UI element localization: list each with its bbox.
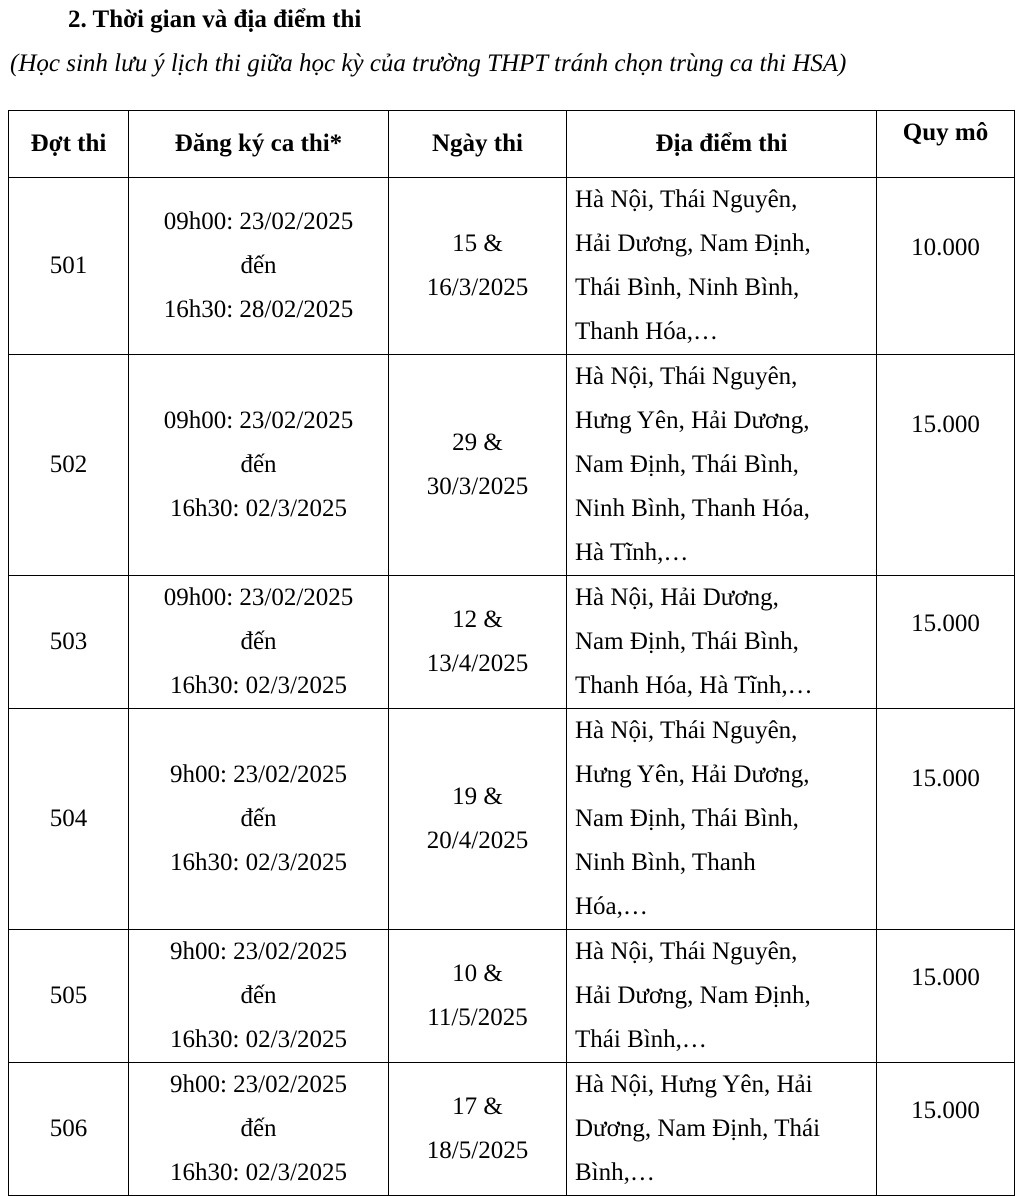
location-line: Nam Định, Thái Bình, (575, 628, 799, 655)
cell-registration (129, 1063, 389, 1196)
registration-line: 9h00: 23/02/2025 (169, 1071, 348, 1098)
location-line: Hà Nội, Hưng Yên, Hải (575, 1071, 813, 1098)
registration-line: 16h30: 02/3/2025 (169, 849, 348, 876)
registration-line: đến (240, 982, 277, 1009)
exam-date-line: 13/4/2025 (426, 650, 529, 677)
table-header-row (9, 111, 1015, 178)
location-line: Ninh Bình, Thanh (575, 849, 756, 876)
cell-registration (129, 930, 389, 1063)
cell-registration (129, 178, 389, 355)
registration-line: đến (240, 628, 277, 655)
cell-location (567, 355, 877, 576)
exam-date-line: 30/3/2025 (426, 473, 529, 500)
table-row (9, 709, 1015, 930)
section-note: (Học sinh lưu ý lịch thi giữa học kỳ của trường THPT tránh chọn trùng ca thi HSA) (10, 50, 847, 77)
cell-exam-date (389, 930, 567, 1063)
location-line: Hà Nội, Thái Nguyên, (575, 717, 798, 744)
cell-scale: 15.000 (877, 576, 1015, 709)
exam-date-line: 15 & (452, 230, 503, 257)
registration-line: đến (240, 805, 277, 832)
location-line: Hóa,… (575, 893, 648, 920)
cell-exam-date (389, 576, 567, 709)
cell-scale: 15.000 (877, 1063, 1015, 1196)
location-line: Hà Nội, Hải Dương, (575, 584, 779, 611)
exam-date-line: 10 & (452, 960, 503, 987)
exam-date-line: 19 & (452, 783, 503, 810)
cell-location (567, 178, 877, 355)
exam-schedule-table (8, 110, 1015, 1196)
cell-scale: 15.000 (877, 709, 1015, 930)
registration-line: 16h30: 02/3/2025 (169, 1026, 348, 1053)
registration-line: 16h30: 02/3/2025 (169, 1159, 348, 1186)
section-heading: 2. Thời gian và địa điểm thi (68, 6, 362, 33)
registration-line: 16h30: 02/3/2025 (169, 495, 348, 522)
cell-scale: 15.000 (877, 355, 1015, 576)
registration-line: 9h00: 23/02/2025 (169, 938, 348, 965)
cell-registration (129, 709, 389, 930)
cell-exam-date (389, 178, 567, 355)
registration-line: 16h30: 02/3/2025 (169, 672, 348, 699)
table-row (9, 178, 1015, 355)
location-line: Hà Nội, Thái Nguyên, (575, 186, 798, 213)
registration-line: 9h00: 23/02/2025 (169, 761, 348, 788)
registration-line: đến (240, 451, 277, 478)
cell-location (567, 930, 877, 1063)
cell-round: 506 (9, 1063, 129, 1196)
cell-registration (129, 355, 389, 576)
exam-date-line: 20/4/2025 (426, 827, 529, 854)
location-line: Hà Nội, Thái Nguyên, (575, 938, 798, 965)
cell-exam-date (389, 355, 567, 576)
table-row (9, 1063, 1015, 1196)
registration-line: 09h00: 23/02/2025 (163, 584, 354, 611)
exam-date-line: 16/3/2025 (426, 274, 529, 301)
location-line: Dương, Nam Định, Thái (575, 1115, 821, 1142)
location-line: Hưng Yên, Hải Dương, (575, 761, 810, 788)
cell-exam-date (389, 1063, 567, 1196)
cell-location (567, 1063, 877, 1196)
header-scale: Quy mô (877, 111, 1015, 178)
exam-date-line: 29 & (452, 429, 503, 456)
header-location: Địa điểm thi (567, 111, 877, 178)
location-line: Nam Định, Thái Bình, (575, 805, 799, 832)
location-line: Hưng Yên, Hải Dương, (575, 407, 810, 434)
header-round: Đợt thi (9, 111, 129, 178)
cell-registration (129, 576, 389, 709)
exam-date-line: 18/5/2025 (426, 1137, 529, 1164)
table-body (9, 178, 1015, 1196)
cell-round: 504 (9, 709, 129, 930)
cell-location (567, 709, 877, 930)
registration-line: đến (240, 1115, 277, 1142)
location-line: Hải Dương, Nam Định, (575, 982, 811, 1009)
registration-line: 16h30: 28/02/2025 (163, 296, 354, 323)
cell-round: 505 (9, 930, 129, 1063)
location-line: Hà Tĩnh,… (575, 539, 689, 566)
header-exam-date: Ngày thi (389, 111, 567, 178)
cell-exam-date (389, 709, 567, 930)
cell-scale: 10.000 (877, 178, 1015, 355)
table-row (9, 355, 1015, 576)
location-line: Hải Dương, Nam Định, (575, 230, 811, 257)
exam-date-line: 11/5/2025 (427, 1004, 528, 1031)
location-line: Ninh Bình, Thanh Hóa, (575, 495, 810, 522)
cell-scale: 15.000 (877, 930, 1015, 1063)
table-row (9, 576, 1015, 709)
location-line: Thái Bình, Ninh Bình, (575, 274, 800, 301)
location-line: Thanh Hóa,… (575, 318, 719, 345)
header-registration: Đăng ký ca thi* (129, 111, 389, 178)
registration-line: 09h00: 23/02/2025 (163, 208, 354, 235)
exam-date-line: 17 & (452, 1093, 503, 1120)
cell-location (567, 576, 877, 709)
registration-line: 09h00: 23/02/2025 (163, 407, 354, 434)
table-row (9, 930, 1015, 1063)
cell-round: 503 (9, 576, 129, 709)
cell-round: 502 (9, 355, 129, 576)
location-line: Thái Bình,… (575, 1026, 707, 1053)
location-line: Hà Nội, Thái Nguyên, (575, 363, 798, 390)
location-line: Bình,… (575, 1159, 655, 1186)
cell-round: 501 (9, 178, 129, 355)
exam-date-line: 12 & (452, 606, 503, 633)
location-line: Nam Định, Thái Bình, (575, 451, 799, 478)
registration-line: đến (240, 252, 277, 279)
location-line: Thanh Hóa, Hà Tĩnh,… (575, 672, 813, 699)
